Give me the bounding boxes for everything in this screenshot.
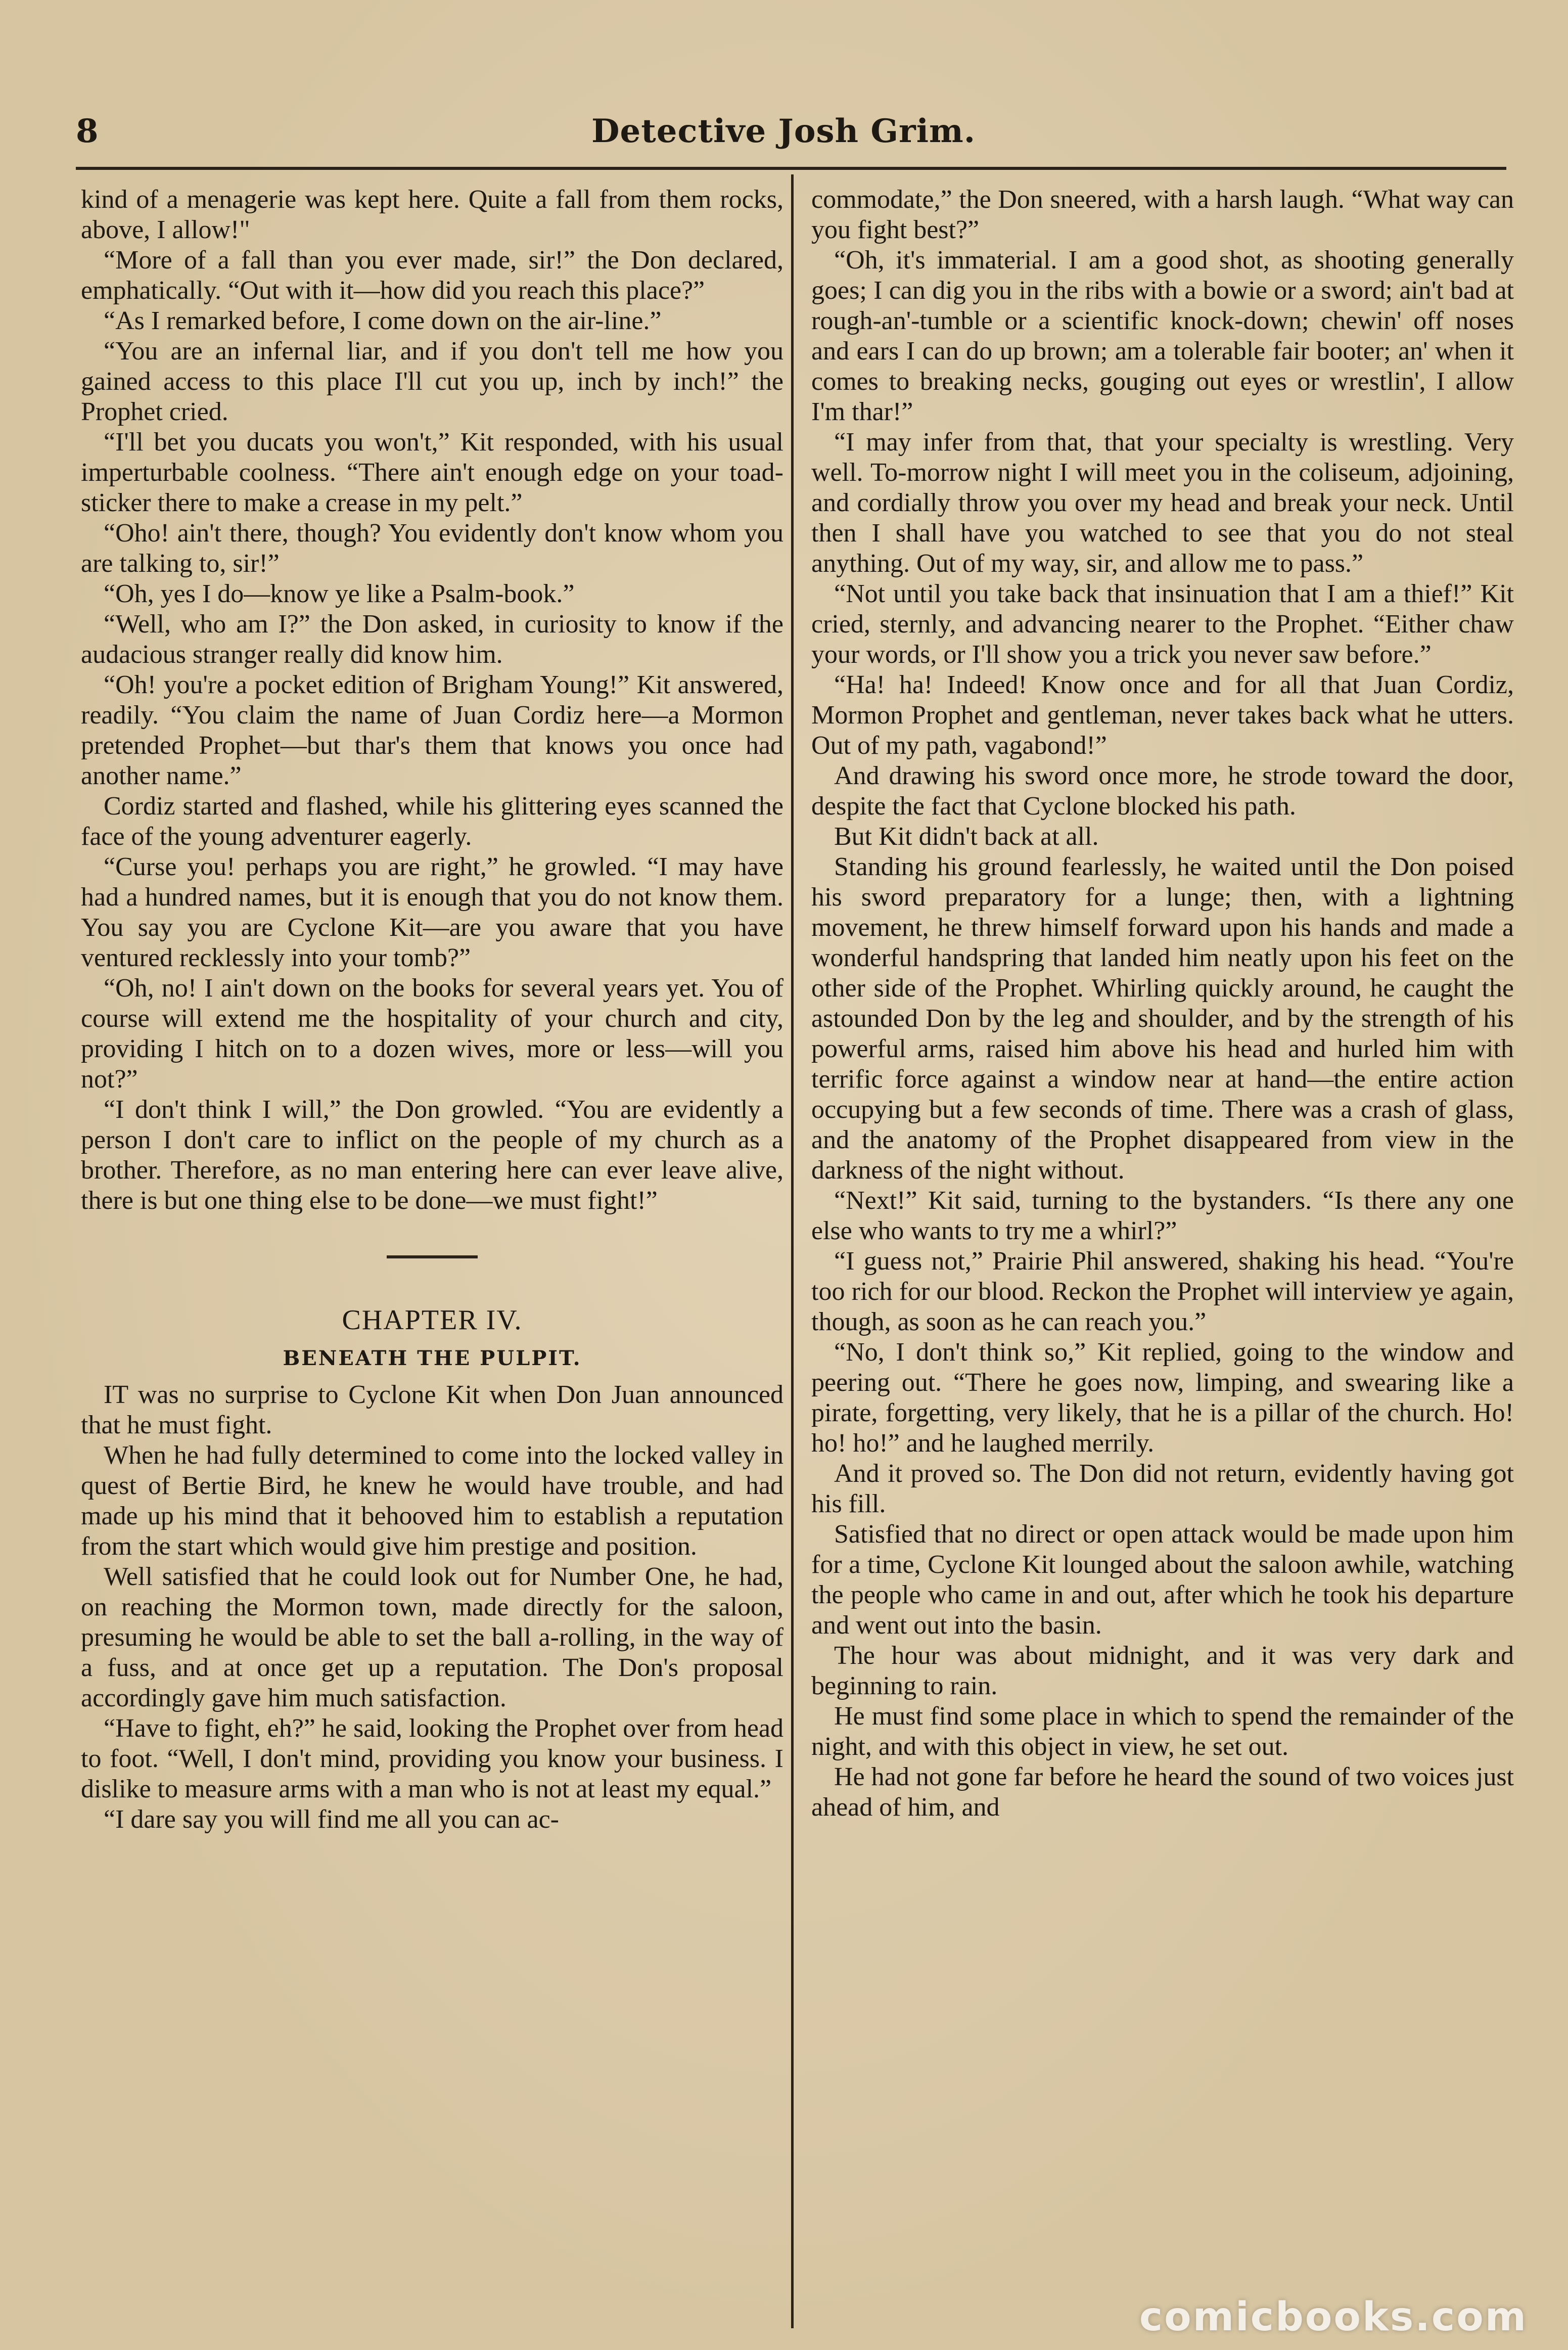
paragraph: “Have to fight, eh?” he said, looking the Prophet over from head to foot. “Well, I don't mind, providing you know your business. I dislike to measure arms with a man who is not at least my equal.” [81,1714,783,1803]
watermark: comicbooks.com [1139,2294,1528,2340]
paragraph: “Ha! ha! Indeed! Know once and for all that Juan Cordiz, Mormon Prophet and gentleman, never takes back what he utters. Out of my path, vagabond!” [811,670,1514,760]
paragraph: “More of a fall than you ever made, sir!” the Don declared, emphatically. “Out with it—how did you reach this place?” [81,246,783,305]
paragraph: “Oho! ain't there, though? You evidently don't know whom you are talking to, sir!” [81,519,783,578]
paragraph: “Not until you take back that insinuation that I am a thief!” Kit cried, sternly, and advancing nearer to the Prophet. “Either chaw your words, or I'll show you a trick you never saw before.” [811,579,1514,669]
paragraph: And drawing his sword once more, he strode toward the door, despite the fact that Cyclone blocked his path. [811,761,1514,821]
paragraph: He must find some place in which to spend the remainder of the night, and with this object in view, he set out. [811,1702,1514,1761]
paragraph: “No, I don't think so,” Kit replied, going to the window and peering out. “There he goes now, limping, and swearing like a pirate, forgetting, very likely, that he is a pillar of the church. Ho! ho! ho!” and he laughed merrily. [811,1338,1514,1458]
paragraph: commodate,” the Don sneered, with a harsh laugh. “What way can you fight best?” [811,185,1514,244]
paragraph: Satisfied that no direct or open attack would be made upon him for a time, Cyclone Kit lounged about the saloon awhile, watching the people who came in and out, after which he took his departure and went out into the basin. [811,1520,1514,1640]
section-separator [387,1255,478,1258]
page-header [76,112,1516,158]
paragraph: “Oh, it's immaterial. I am a good shot, as shooting generally goes; I can dig you in the ribs with a bowie or a sword; ain't bad at rough-an'-tumble or a scientific knock-down; chewin' off noses and ears I can do up brown; am a tolerable fair booter; an' when it comes to breaking necks, gouging out eyes or wrestlin', I allow I'm thar!” [811,246,1514,426]
paragraph: “Oh! you're a pocket edition of Brigham Young!” Kit answered, readily. “You claim the name of Juan Cordiz here—a Mormon pretended Prophet—but thar's them that knows you once had another name.” [81,670,783,790]
paragraph: “I don't think I will,” the Don growled. “You are evidently a person I don't care to inflict on the people of my church as a brother. Therefore, as no man entering here can ever leave alive, there is but one thing else to be done—we must fight!” [81,1095,783,1215]
paragraph: And it proved so. The Don did not return, evidently having got his fill. [811,1459,1514,1518]
paragraph: “You are an infernal liar, and if you don't tell me how you gained access to this place I'll cut you up, inch by inch!” the Prophet cried. [81,337,783,426]
right-column [811,185,1514,1823]
running-title: Detective Josh Grim. [591,112,976,150]
paragraph: kind of a menagerie was kept here. Quite a fall from them rocks, above, I allow!" [81,185,783,244]
column-divider [791,174,794,2328]
paragraph: IT was no surprise to Cyclone Kit when Don Juan announced that he must fight. [81,1380,783,1439]
chapter-subtitle: BENEATH THE PULPIT. [283,1346,582,1370]
paragraph: Well satisfied that he could look out for Number One, he had, on reaching the Mormon town, made directly for the saloon, presuming he would be able to set the ball a-rolling, in the way of a fuss, and at once get up a reputation. The Don's proposal accordingly gave him much satisfaction. [81,1562,783,1712]
chapter-title: CHAPTER IV. [342,1304,523,1336]
paragraph: The hour was about midnight, and it was very dark and beginning to rain. [811,1641,1514,1700]
paragraph: He had not gone far before he heard the sound of two voices just ahead of him, and [811,1763,1514,1822]
paragraph: “Curse you! perhaps you are right,” he growled. “I may have had a hundred names, but it is enough that you do not know them. You say you are Cyclone Kit—are you aware that you have ventured recklessly into your tomb?” [81,852,783,972]
paragraph: “I'll bet you ducats you won't,” Kit responded, with his usual imperturbable coolness. “There ain't enough edge on your toad-sticker there to make a crease in my pelt.” [81,428,783,517]
paragraph: “Oh, no! I ain't down on the books for several years yet. You of course will extend me the hospitality of your church and city, providing I hitch on to a dozen wives, more or less—will you not?” [81,974,783,1094]
paragraph: “Next!” Kit said, turning to the bystanders. “Is there any one else who wants to try me a whirl?” [811,1186,1514,1245]
paragraph: “As I remarked before, I come down on the air-line.” [104,306,662,335]
paragraph: “I dare say you will find me all you can ac- [104,1805,559,1834]
paragraph: “Well, who am I?” the Don asked, in curiosity to know if the audacious stranger really did know him. [81,610,783,669]
page-number: 8 [76,112,99,150]
left-column [81,185,783,1835]
paragraph: “Oh, yes I do—know ye like a Psalm-book.” [104,579,575,608]
paragraph: But Kit didn't back at all. [834,822,1099,851]
paragraph: “I may infer from that, that your specialty is wrestling. Very well. To-morrow night I will meet you in the coliseum, adjoining, and cordially throw you over my head and break your neck. Until then I shall have you watched to see that you do not steal anything. Out of my way, sir, and allow me to pass.” [811,428,1514,578]
paragraph: “I guess not,” Prairie Phil answered, shaking his head. “You're too rich for our blood. Reckon the Prophet will interview ye again, though, as soon as he can reach you.” [811,1247,1514,1336]
header-rule [76,167,1506,170]
paragraph: Standing his ground fearlessly, he waited until the Don poised his sword preparatory for a lunge; then, with a lightning movement, he threw himself forward upon his hands and made a wonderful handspring that landed him neatly upon his feet on the other side of the Prophet. Whirling quickly around, he caught the astounded Don by the leg and shoulder, and by the strength of his powerful arms, raised him above his head and hurled him with terrific force against a window near at hand—the entire action occupying but a few seconds of time. There was a crash of glass, and the anatomy of the Prophet disappeared from view in the darkness of the night without. [811,852,1514,1185]
paragraph: Cordiz started and flashed, while his glittering eyes scanned the face of the young adventurer eagerly. [81,792,783,851]
paragraph: When he had fully determined to come into the locked valley in quest of Bertie Bird, he knew he would have trouble, and had made up his mind that it behooved him to establish a reputation from the start which would give him prestige and position. [81,1441,783,1561]
